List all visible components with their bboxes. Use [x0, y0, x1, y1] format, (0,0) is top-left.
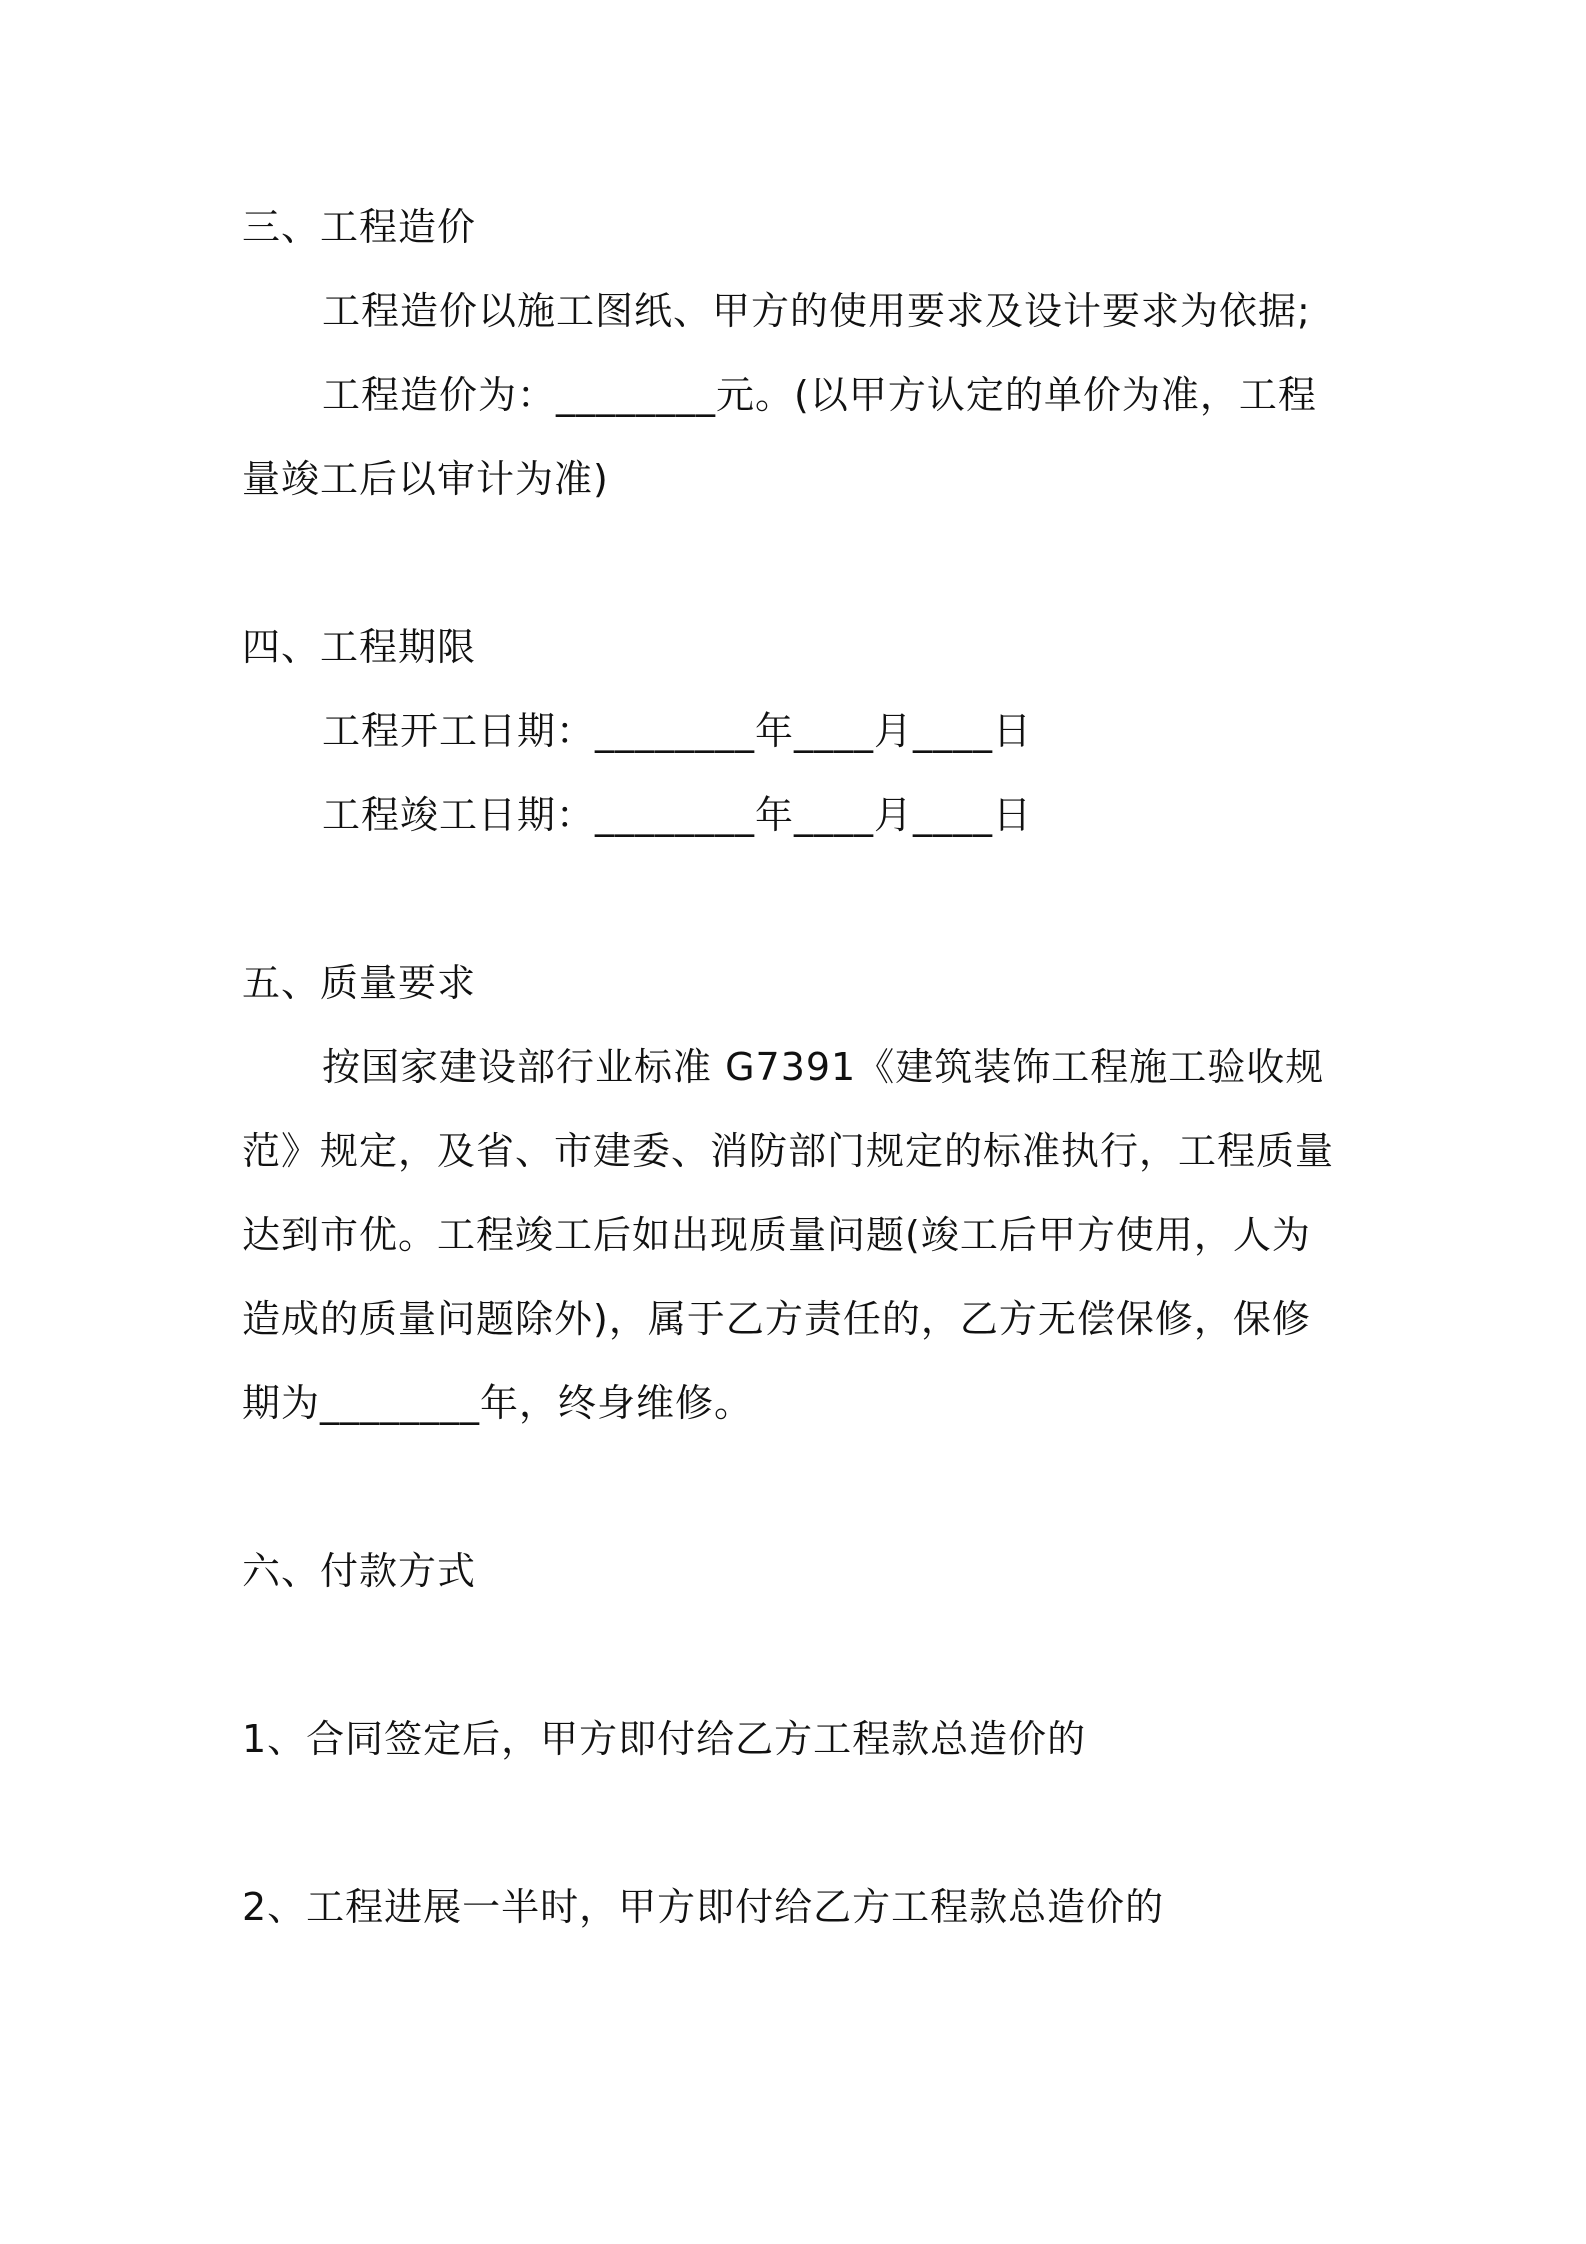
paragraph-line: 期为________年，终身维修。 — [242, 1381, 754, 1425]
section-heading-quality: 五、质量要求 — [242, 961, 477, 1005]
start-date-line: 工程开工日期：________年____月____日 — [322, 709, 1033, 753]
section-heading-cost: 三、工程造价 — [242, 205, 477, 249]
section-heading-period: 四、工程期限 — [242, 625, 477, 669]
paragraph-line: 达到市优。工程竣工后如出现质量问题(竣工后甲方使用，人为 — [242, 1213, 1311, 1257]
paragraph-line: 造成的质量问题除外)，属于乙方责任的，乙方无偿保修，保修 — [242, 1297, 1311, 1341]
paragraph-line: 工程造价以施工图纸、甲方的使用要求及设计要求为依据; — [322, 289, 1311, 333]
payment-item: 2、工程进展一半时，甲方即付给乙方工程款总造价的 — [242, 1885, 1165, 1929]
paragraph-line: 工程造价为：________元。(以甲方认定的单价为准，工程 — [322, 373, 1317, 417]
paragraph-line: 按国家建设部行业标准 G7391《建筑装饰工程施工验收规 — [322, 1045, 1325, 1089]
section-heading-payment: 六、付款方式 — [242, 1549, 477, 1593]
paragraph-line: 量竣工后以审计为准) — [242, 457, 609, 501]
paragraph-line: 范》规定，及省、市建委、消防部门规定的标准执行，工程质量 — [242, 1129, 1335, 1173]
payment-item: 1、合同签定后，甲方即付给乙方工程款总造价的 — [242, 1717, 1087, 1761]
completion-date-line: 工程竣工日期：________年____月____日 — [322, 793, 1033, 837]
